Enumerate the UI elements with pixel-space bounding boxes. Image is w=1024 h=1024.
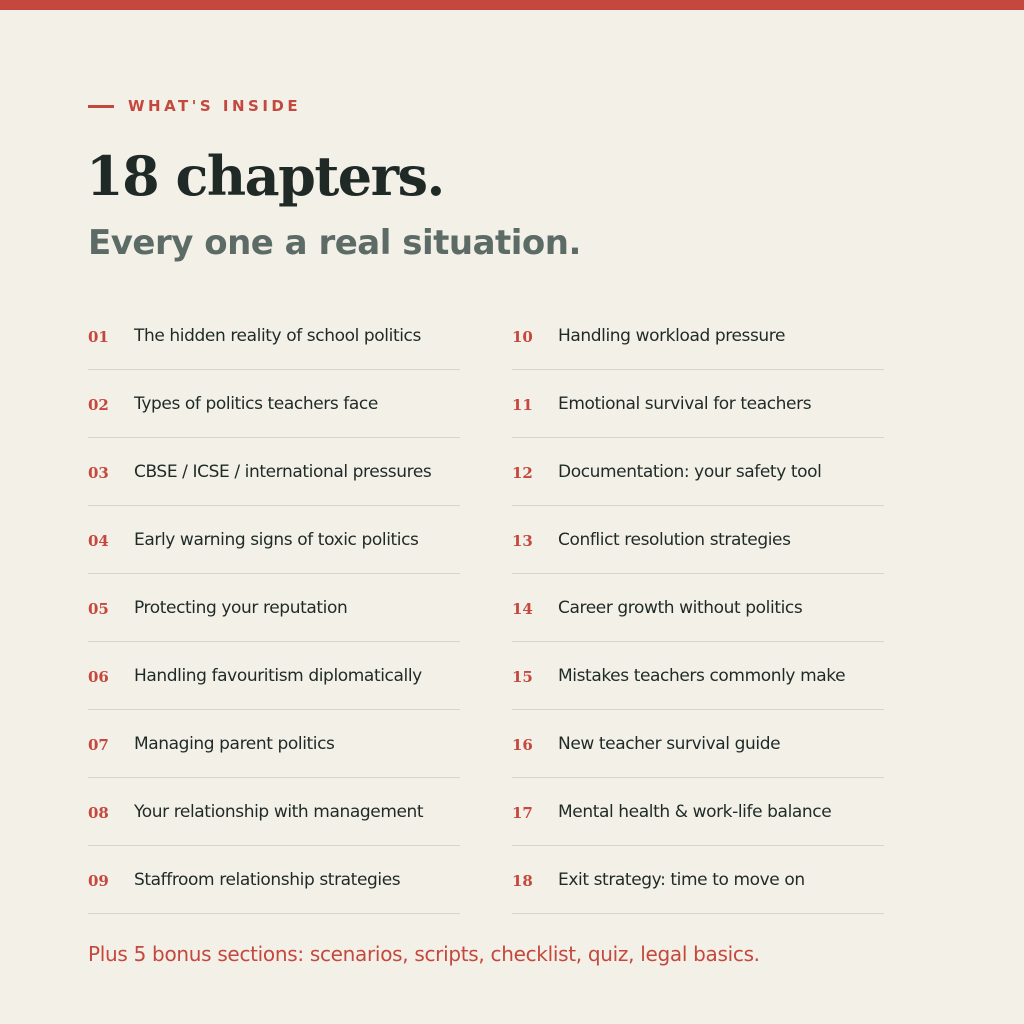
chapter-title: Mistakes teachers commonly make bbox=[558, 665, 846, 686]
chapter-item bbox=[88, 438, 460, 506]
chapter-item bbox=[88, 710, 460, 778]
eyebrow bbox=[88, 97, 301, 115]
chapter-title: Documentation: your safety tool bbox=[558, 461, 822, 482]
chapter-number: 01 bbox=[88, 327, 109, 346]
chapter-number: 16 bbox=[512, 735, 533, 754]
chapter-number: 02 bbox=[88, 395, 109, 414]
chapter-number: 03 bbox=[88, 463, 109, 482]
top-accent-bar bbox=[0, 0, 1024, 10]
chapter-title: Exit strategy: time to move on bbox=[558, 869, 805, 890]
chapter-title: CBSE / ICSE / international pressures bbox=[134, 461, 432, 482]
chapter-title: New teacher survival guide bbox=[558, 733, 781, 754]
chapter-column-left bbox=[88, 302, 460, 914]
chapter-item bbox=[88, 506, 460, 574]
chapter-title: Protecting your reputation bbox=[134, 597, 348, 618]
chapter-title: Your relationship with management bbox=[134, 801, 424, 822]
chapter-title: Mental health & work-life balance bbox=[558, 801, 832, 822]
chapter-item bbox=[88, 778, 460, 846]
chapter-number: 11 bbox=[512, 395, 533, 414]
chapter-item bbox=[512, 438, 884, 506]
chapter-title: Handling workload pressure bbox=[558, 325, 786, 346]
chapter-title: The hidden reality of school politics bbox=[134, 325, 421, 346]
chapter-item bbox=[512, 778, 884, 846]
chapter-title: Conflict resolution strategies bbox=[558, 529, 791, 550]
chapter-item bbox=[88, 574, 460, 642]
chapter-title: Types of politics teachers face bbox=[134, 393, 378, 414]
page-title: 18 chapters. bbox=[86, 144, 444, 208]
chapter-number: 04 bbox=[88, 531, 109, 550]
chapter-column-right bbox=[512, 302, 884, 914]
chapter-item bbox=[512, 846, 884, 914]
chapter-item bbox=[512, 574, 884, 642]
chapter-title: Handling favouritism diplomatically bbox=[134, 665, 422, 686]
chapter-number: 10 bbox=[512, 327, 533, 346]
chapter-number: 09 bbox=[88, 871, 109, 890]
chapter-number: 05 bbox=[88, 599, 109, 618]
chapter-number: 08 bbox=[88, 803, 109, 822]
chapter-title: Staffroom relationship strategies bbox=[134, 869, 401, 890]
chapter-item bbox=[88, 846, 460, 914]
chapter-item bbox=[88, 642, 460, 710]
bonus-sections-note: Plus 5 bonus sections: scenarios, scripts, checklist, quiz, legal basics. bbox=[88, 942, 760, 966]
chapter-title: Early warning signs of toxic politics bbox=[134, 529, 419, 550]
chapter-number: 18 bbox=[512, 871, 533, 890]
chapter-number: 15 bbox=[512, 667, 533, 686]
chapter-number: 06 bbox=[88, 667, 109, 686]
chapter-item bbox=[88, 302, 460, 370]
chapter-item bbox=[512, 710, 884, 778]
chapter-item bbox=[512, 302, 884, 370]
page-subtitle: Every one a real situation. bbox=[88, 223, 581, 263]
chapter-item bbox=[88, 370, 460, 438]
chapter-number: 17 bbox=[512, 803, 533, 822]
chapter-title: Career growth without politics bbox=[558, 597, 803, 618]
chapter-item bbox=[512, 506, 884, 574]
eyebrow-label: WHAT'S INSIDE bbox=[128, 97, 302, 115]
eyebrow-dash bbox=[88, 105, 114, 108]
chapter-number: 13 bbox=[512, 531, 533, 550]
chapter-item bbox=[512, 370, 884, 438]
chapter-number: 14 bbox=[512, 599, 533, 618]
chapter-number: 07 bbox=[88, 735, 109, 754]
chapter-list bbox=[88, 302, 884, 914]
chapter-title: Managing parent politics bbox=[134, 733, 335, 754]
chapter-number: 12 bbox=[512, 463, 533, 482]
chapter-title: Emotional survival for teachers bbox=[558, 393, 812, 414]
chapter-item bbox=[512, 642, 884, 710]
